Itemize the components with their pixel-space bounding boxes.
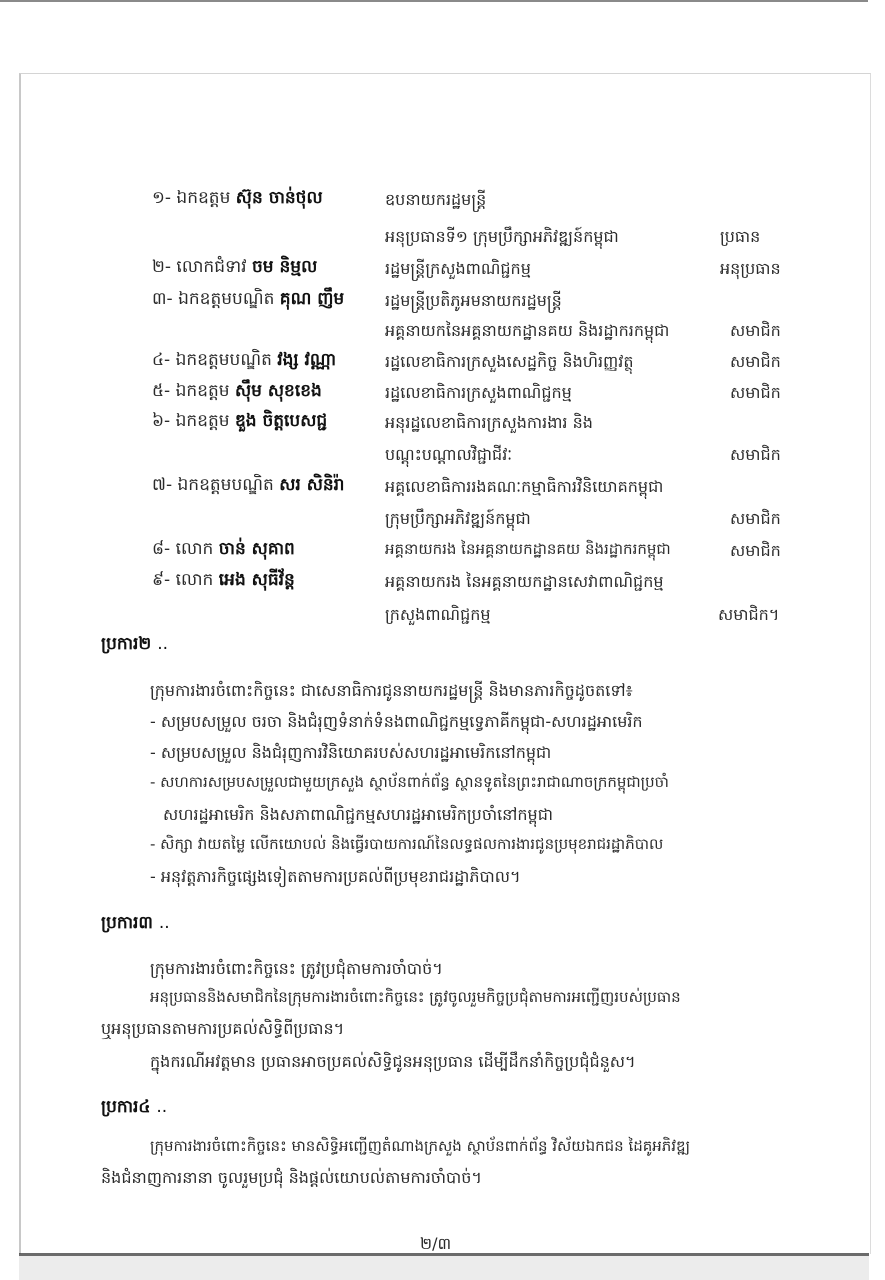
member-name: ៧- ឯកឧត្តមបណ្ឌិត សរ សិនិរ៉ា <box>152 475 345 495</box>
member-position: រដ្ឋមន្ត្រីក្រសួងពាណិជ្ជកម្ម <box>385 259 531 278</box>
article-2-bullet: - សហការសម្របសម្រួលជាមួយក្រសួង ស្ថាប័នពាក់ព័ន្ធ ស្ថានទូតនៃព្រះរាជាណាចក្រកម្ពុជាប្រចាំ <box>150 773 669 791</box>
member-name: ៤- ឯកឧត្តមបណ្ឌិត វង្ស វណ្ណា <box>152 350 336 370</box>
member-position: អគ្គនាយករង នៃអគ្គនាយកដ្ឋានគយ និងរដ្ឋាករកម្ពុជា <box>385 540 671 558</box>
article-3-heading: ប្រការ៣ .. <box>101 913 170 933</box>
member-role: សមាជិក <box>730 445 781 464</box>
member-name: ៩- លោក អេង សុធីវ័ន្ត <box>152 570 295 590</box>
member-name: ៨- លោក ចាន់ សុគាព <box>152 539 295 559</box>
member-position: ក្រុមប្រឹក្សាអភិវឌ្ឍន៍កម្ពុជា <box>385 509 531 528</box>
page-bottom-margin <box>19 1256 869 1280</box>
member-name: ៥- ឯកឧត្តម ស៊ឹម សុខខេង <box>152 381 322 401</box>
member-position: អគ្គនាយករង នៃអគ្គនាយកដ្ឋានសេវាពាណិជ្ជកម្ម <box>385 572 664 591</box>
member-name: ៣- ឯកឧត្តមបណ្ឌិត គុណ ញឹម <box>152 289 345 309</box>
article-2-bullet: - អនុវត្តភារកិច្ចផ្សេងទៀតតាមការប្រគល់ពីប្រមុខរាជរដ្ឋាភិបាល។ <box>150 867 521 886</box>
member-position: បណ្តុះបណ្តាលវិជ្ជាជីវៈ <box>385 445 513 464</box>
article-2-bullet: - សិក្សា វាយតម្លៃ លើកយោបល់ និងធ្វើរបាយការណ៍នៃលទ្ធផលការងារជូនប្រមុខរាជរដ្ឋាភិបាល <box>150 835 664 853</box>
article-2-heading: ប្រការ២ .. <box>101 634 169 654</box>
member-position: អគ្គលេខាធិការរងគណៈកម្មាធិការវិនិយោគកម្ពុជា <box>385 477 664 496</box>
member-role: សមាជិក។ <box>718 605 780 624</box>
article-3-line: ឬអនុប្រធានតាមការប្រគល់សិទ្ធិពីប្រធាន។ <box>101 1019 345 1038</box>
member-position: អគ្គនាយកនៃអគ្គនាយកដ្ឋានគយ និងរដ្ឋាករកម្ពុជា <box>385 321 670 340</box>
member-name: ១- ឯកឧត្តម ស៊ុន ចាន់ថុល <box>152 188 323 208</box>
member-position: ឧបនាយករដ្ឋមន្ត្រី <box>385 190 487 209</box>
member-position: ក្រសួងពាណិជ្ជកម្ម <box>385 605 491 624</box>
article-3-line: អនុប្រធាននិងសមាជិកនៃក្រុមការងារចំពោះកិច្ចនេះ ត្រូវចូលរួមកិច្ចប្រជុំតាមការអញ្ជើញរបស់ប្រធាន <box>150 988 681 1006</box>
member-position: រដ្ឋលេខាធិការក្រសួងសេដ្ឋកិច្ច និងហិរញ្ញវត្ថុ <box>385 352 634 371</box>
member-position: រដ្ឋមន្ត្រីប្រតិភូអមនាយករដ្ឋមន្ត្រី <box>385 291 562 310</box>
article-3-line: ក្រុមការងារចំពោះកិច្ចនេះ ត្រូវប្រជុំតាមការចាំបាច់។ <box>150 959 443 978</box>
article-4-line: ក្រុមការងារចំពោះកិច្ចនេះ មានសិទ្ធិអញ្ជើញតំណាងក្រសួង ស្ថាប័នពាក់ព័ន្ធ វិស័យឯកជន ដៃគូអភិវឌ្ឍ <box>150 1137 691 1155</box>
article-2-bullet-continuation: សហរដ្ឋអាមេរិក និងសភាពាណិជ្ជកម្មសហរដ្ឋអាមេរិកប្រចាំនៅកម្ពុជា <box>163 805 553 824</box>
member-position: រដ្ឋលេខាធិការក្រសួងពាណិជ្ជកម្ម <box>385 383 572 402</box>
member-role: សមាជិក <box>730 383 781 402</box>
member-role: សមាជិក <box>730 541 781 560</box>
top-rule <box>0 0 868 2</box>
article-4-heading: ប្រការ៤ .. <box>101 1097 168 1117</box>
member-name: ២- លោកជំទាវ ចម និម្មល <box>152 257 318 277</box>
article-2-bullet: - សម្របសម្រួល ចរចា និងជំរុញទំនាក់ទំនងពាណិជ្ជកម្មទ្វេភាគីកម្ពុជា-សហរដ្ឋអាមេរិក <box>150 712 643 731</box>
article-2-bullet: - សម្របសម្រួល និងជំរុញការវិនិយោគរបស់សហរដ្ឋអាមេរិកនៅកម្ពុជា <box>150 743 552 762</box>
member-name: ៦- ឯកឧត្តម ឌួង ចិត្តបេសជ្ជ <box>152 411 328 431</box>
article-4-line: និងជំនាញការនានា ចូលរួមប្រជុំ និងផ្តល់យោបល់តាមការចាំបាច់។ <box>101 1168 482 1187</box>
document-page <box>19 73 871 1254</box>
member-role: សមាជិក <box>730 509 781 528</box>
page-number: ២/៣ <box>420 1234 452 1253</box>
member-role: សមាជិក <box>730 352 781 371</box>
member-role: សមាជិក <box>730 321 781 340</box>
article-2-intro: ក្រុមការងារចំពោះកិច្ចនេះ ជាសេនាធិការជូននាយករដ្ឋមន្ត្រី និងមានភារកិច្ចដូចតទៅ៖ <box>150 681 633 700</box>
member-role: ប្រធាន <box>720 227 761 246</box>
member-position: អនុរដ្ឋលេខាធិការក្រសួងការងារ និង <box>385 413 593 432</box>
member-role: អនុប្រធាន <box>720 259 781 278</box>
article-3-line: ក្នុងករណីអវត្តមាន ប្រធានអាចប្រគល់សិទ្ធិជូនអនុប្រធាន ដើម្បីដឹកនាំកិច្ចប្រជុំជំនួស។ <box>150 1052 636 1071</box>
member-position: អនុប្រធានទី១ ក្រុមប្រឹក្សាអភិវឌ្ឍន៍កម្ពុជា <box>385 227 619 246</box>
